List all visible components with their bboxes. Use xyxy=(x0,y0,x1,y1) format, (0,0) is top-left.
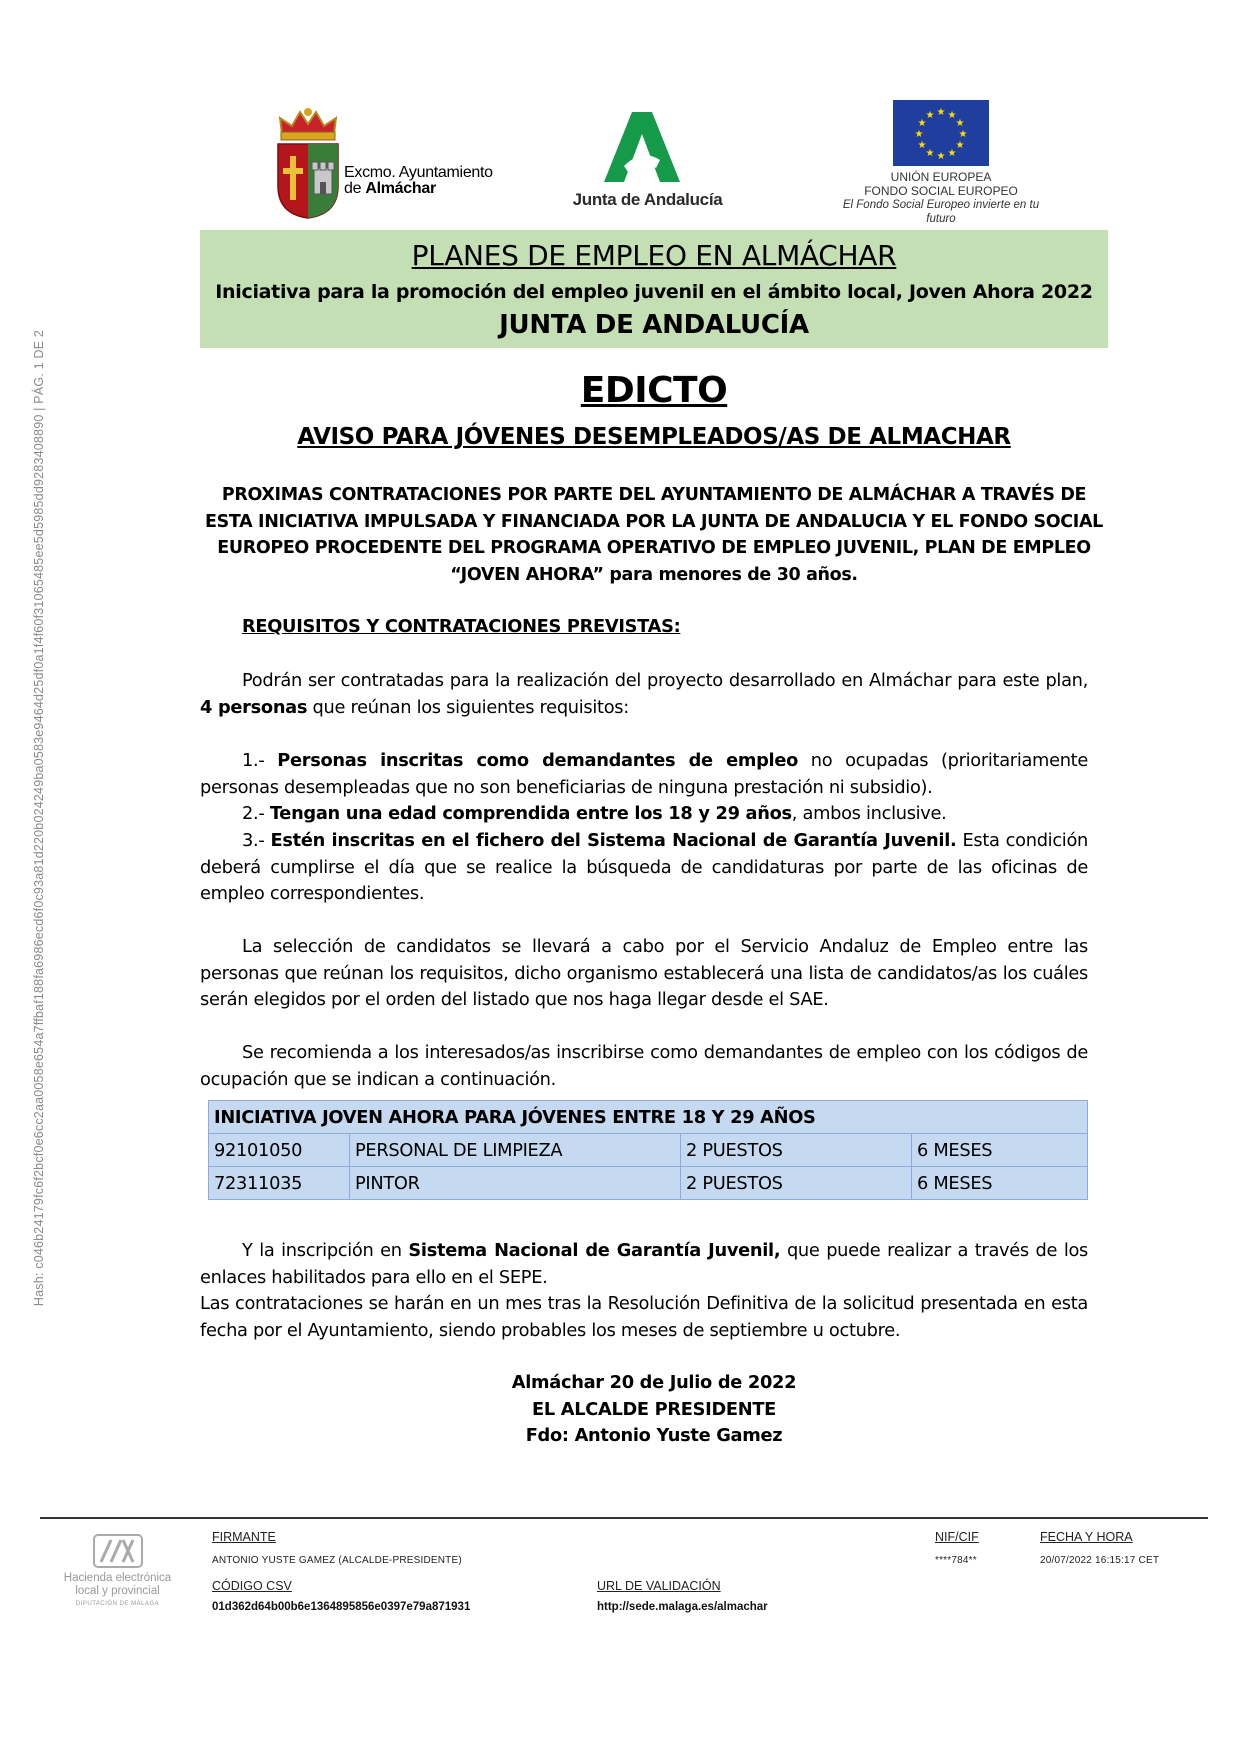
header-banner xyxy=(200,230,1108,348)
eu-caption xyxy=(836,170,1046,226)
occupation-code: 92101050 xyxy=(209,1134,350,1167)
banner-org: JUNTA DE ANDALUCÍA xyxy=(499,310,809,340)
job-duration: 6 MESES xyxy=(912,1167,1088,1200)
svg-text:★: ★ xyxy=(917,118,927,129)
csv-value[interactable]: 01d362d64b00b6e1364895856e0397e79a871931 xyxy=(212,1601,471,1613)
hacienda-caption xyxy=(50,1572,185,1611)
document-hash: Hash: c046b24179fc6f2bcf0e6cc2aa0058e654a7ffbaf188fa6986ecd6f0c93a81d220b024249ba0583e9464d25df0a1f4f60f31065485ee5d5985dd9283408890 | PÁG. 1 DE 2 xyxy=(32,329,46,1307)
hacienda-line1: Hacienda electrónica xyxy=(63,1572,172,1584)
nif-label: NIF/CIF xyxy=(935,1530,979,1544)
table-header-row xyxy=(209,1101,1088,1134)
junta-andalucia-logo xyxy=(560,110,735,215)
ayuntamiento-line1: Excmo. Ayuntamiento xyxy=(344,164,493,181)
requirements-heading: REQUISITOS Y CONTRATACIONES PREVISTAS: xyxy=(242,616,681,637)
svg-text:★: ★ xyxy=(947,148,957,159)
signature-role: EL ALCALDE PRESIDENTE xyxy=(531,1398,777,1420)
req1-rest: no ocupadas (prioritariamente personas desempleadas que no son beneficiarias de ninguna prestación ni subsidio). xyxy=(200,750,1088,798)
table-row xyxy=(209,1167,1088,1200)
svg-text:★: ★ xyxy=(917,140,927,151)
paragraph-plazas xyxy=(200,668,1088,721)
job-posts: 2 PUESTOS xyxy=(681,1167,912,1200)
svg-text:★: ★ xyxy=(936,107,946,118)
document-title: EDICTO xyxy=(580,370,728,411)
hacienda-logo xyxy=(50,1534,185,1624)
req1-number: 1.- xyxy=(242,750,278,771)
ayuntamiento-prefix: de xyxy=(344,180,366,197)
inscripcion-bold: Sistema Nacional de Garantía Juvenil, xyxy=(408,1240,781,1261)
notice-subtitle: AVISO PARA JÓVENES DESEMPLEADOS/AS DE ALMACHAR xyxy=(297,424,1011,450)
svg-text:★: ★ xyxy=(925,148,935,159)
eu-logo xyxy=(836,100,1046,225)
req1-bold: Personas inscritas como demandantes de empleo xyxy=(277,750,799,771)
banner-subtitle: Iniciativa para la promoción del empleo juvenil en el ámbito local, Joven Ahora 2022 xyxy=(215,281,1093,303)
job-title: PERSONAL DE LIMPIEZA xyxy=(350,1134,681,1167)
p1-text-c: que reúnan los siguientes requisitos: xyxy=(307,696,629,718)
intro-paragraph: PROXIMAS CONTRATACIONES POR PARTE DEL AYUNTAMIENTO DE ALMÁCHAR A TRAVÉS DE ESTA INICIATIVA IMPULSADA Y FINANCIADA POR LA JUNTA DE ANDALUCIA Y EL FONDO SOCIAL EUROPEO PROCEDENTE DEL PROGRAMA OPERATIVO DE EMPLEO JUVENIL, PLAN DE EMPLEO “JOVEN AHORA” para menores de 30 años. xyxy=(205,485,1103,585)
hacienda-line2: local y provincial xyxy=(75,1585,160,1597)
signature-block xyxy=(200,1370,1108,1450)
signature-name: Fdo: Antonio Yuste Gamez xyxy=(525,1425,783,1446)
junta-name: Junta de Andalucía xyxy=(572,190,723,209)
req2-bold: Tengan una edad comprendida entre los 18 y 29 años xyxy=(269,803,792,824)
eu-line3: El Fondo Social Europeo invierte en tu futuro xyxy=(842,199,1040,225)
req3-rest: Esta condición deberá cumplirse el día que se realice la búsqueda de candidaturas por parte de las oficinas de empleo correspondientes. xyxy=(200,830,1088,904)
eu-line1: UNIÓN EUROPEA xyxy=(890,170,992,184)
fecha-label: FECHA Y HORA xyxy=(1040,1530,1133,1544)
requirement-1 xyxy=(200,748,1088,801)
ayuntamiento-name xyxy=(344,164,493,198)
req2-number: 2.- xyxy=(242,803,270,824)
requirement-3 xyxy=(200,828,1088,908)
svg-text:★: ★ xyxy=(955,140,965,151)
paragraph-seleccion: La selección de candidatos se llevará a cabo por el Servicio Andaluz de Empleo entre las personas que reúnan los requisitos, dicho organismo establecerá una lista de candidatos/as los cuáles serán elegidos por el orden del listado que nos haga llegar desde el SAE. xyxy=(200,936,1088,1010)
hacienda-icon xyxy=(93,1534,143,1568)
p1-text-a: Podrán ser contratadas para la realización del proyecto desarrollado en Almáchar para este plan, xyxy=(242,670,1088,691)
table-header: INICIATIVA JOVEN AHORA PARA JÓVENES ENTRE 18 Y 29 AÑOS xyxy=(209,1101,1088,1134)
svg-text:★: ★ xyxy=(958,129,968,140)
table-row xyxy=(209,1134,1088,1167)
paragraph-contrataciones: Las contrataciones se harán en un mes tras la Resolución Definitiva de la solicitud presentada en esta fecha por el Ayuntamiento, siendo probables los meses de septiembre u octubre. xyxy=(200,1293,1088,1341)
fecha-value: 20/07/2022 16:15:17 CET xyxy=(1040,1555,1160,1566)
req3-number: 3.- xyxy=(242,830,271,851)
job-duration: 6 MESES xyxy=(912,1134,1088,1167)
eu-line2: FONDO SOCIAL EUROPEO xyxy=(864,184,1018,198)
validation-url-link[interactable]: http://sede.malaga.es/almachar xyxy=(597,1601,768,1613)
firmante-value: ANTONIO YUSTE GAMEZ (ALCALDE-PRESIDENTE) xyxy=(212,1555,462,1566)
job-posts: 2 PUESTOS xyxy=(681,1134,912,1167)
url-label: URL DE VALIDACIÓN xyxy=(597,1579,721,1593)
paragraph-inscripcion xyxy=(200,1238,1088,1291)
inscripcion-c: que puede realizar a través de los enlaces habilitados para ello en el SEPE. xyxy=(200,1240,1088,1288)
junta-a-icon xyxy=(602,110,682,186)
job-title: PINTOR xyxy=(350,1167,681,1200)
footer-divider xyxy=(40,1517,1208,1519)
svg-text:★: ★ xyxy=(936,151,946,162)
svg-text:★: ★ xyxy=(914,129,924,140)
hacienda-line3: DIPUTACIÓN DE MÁLAGA xyxy=(75,1601,160,1607)
requirement-2 xyxy=(200,801,1088,828)
nif-value: ****784** xyxy=(935,1555,977,1566)
firmante-label: FIRMANTE xyxy=(212,1530,276,1544)
p1-text-bold: 4 personas xyxy=(200,696,308,718)
svg-text:★: ★ xyxy=(925,110,935,121)
banner-title: PLANES DE EMPLEO EN ALMÁCHAR xyxy=(411,239,897,272)
csv-label: CÓDIGO CSV xyxy=(212,1579,292,1593)
jobs-table xyxy=(208,1100,1088,1200)
eu-flag-icon xyxy=(893,100,989,166)
req3-bold: Estén inscritas en el fichero del Sistema Nacional de Garantía Juvenil. xyxy=(270,830,957,851)
ayuntamiento-town: Almáchar xyxy=(365,180,436,197)
paragraph-recomendacion: Se recomienda a los interesados/as inscribirse como demandantes de empleo con los códigos de ocupación que se indican a continuación. xyxy=(200,1042,1088,1090)
svg-text:★: ★ xyxy=(955,118,965,129)
occupation-code: 72311035 xyxy=(209,1167,350,1200)
inscripcion-a: Y la inscripción en xyxy=(242,1240,409,1261)
svg-text:★: ★ xyxy=(947,110,957,121)
signature-place-date: Almáchar 20 de Julio de 2022 xyxy=(511,1372,797,1393)
coat-of-arms-icon xyxy=(272,106,344,221)
req2-rest: , ambos inclusive. xyxy=(791,803,947,824)
ayuntamiento-logo xyxy=(272,106,502,221)
